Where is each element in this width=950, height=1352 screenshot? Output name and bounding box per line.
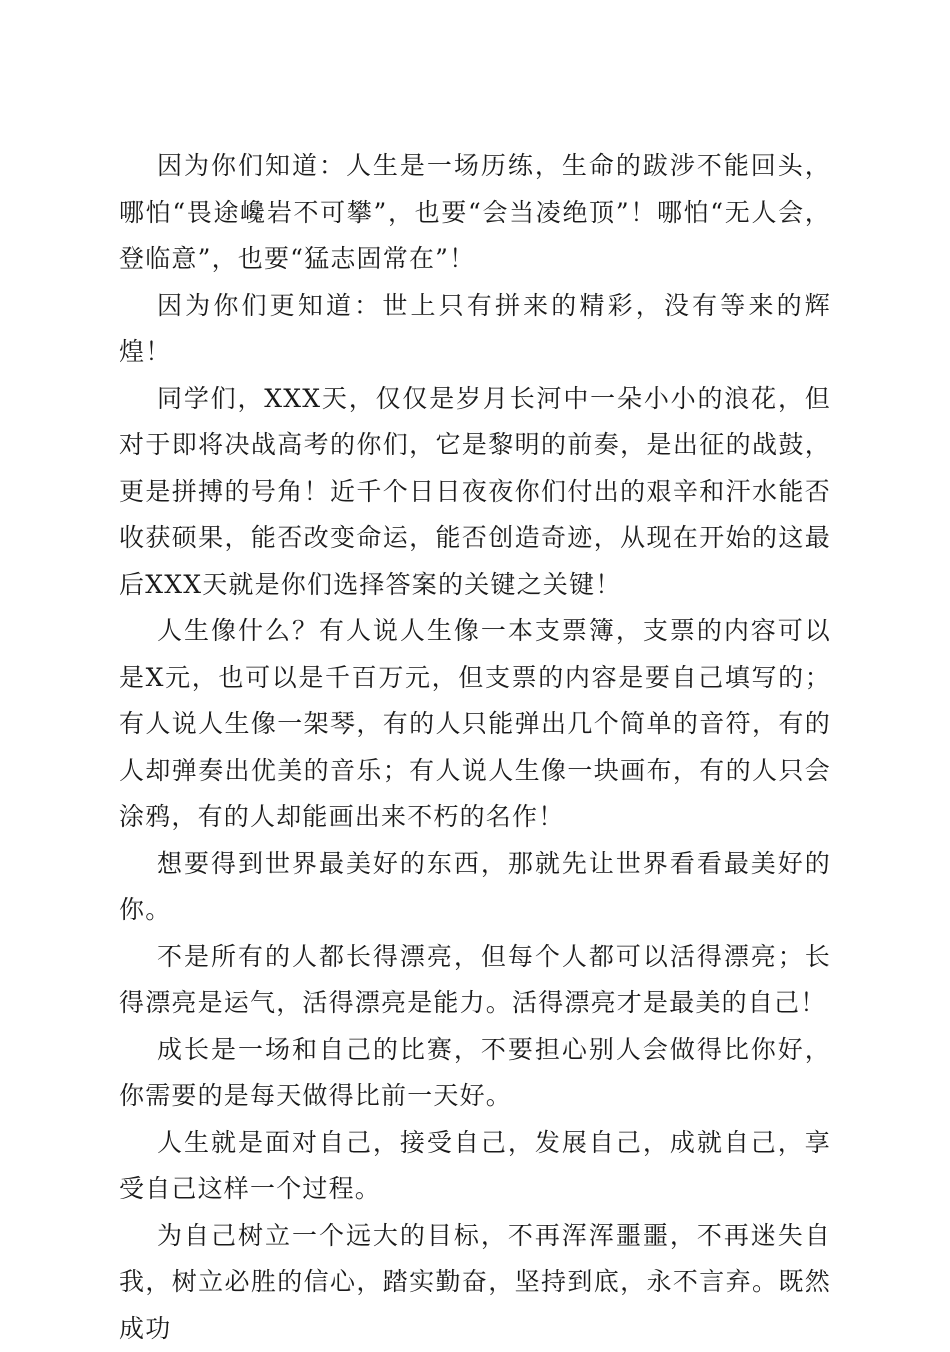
paragraph-3: 同学们，XXX天，仅仅是岁月长河中一朵小小的浪花，但对于即将决战高考的你们，它是黎明的前奏，是出征的战鼓，更是拼搏的号角！近千个日日夜夜你们付出的艰辛和汗水能否收获硕果，能否改变命运，能否创造奇迹，从现在开始的这最后XXX天就是你们选择答案的关键之关键！ [119, 376, 831, 609]
paragraph-8: 人生就是面对自己，接受自己，发展自己，成就自己，享受自己这样一个过程。 [119, 1120, 831, 1213]
paragraph-6: 不是所有的人都长得漂亮，但每个人都可以活得漂亮；长得漂亮是运气，活得漂亮是能力。活得漂亮才是最美的自己！ [119, 934, 831, 1027]
paragraph-7: 成长是一场和自己的比赛，不要担心别人会做得比你好，你需要的是每天做得比前一天好。 [119, 1027, 831, 1120]
paragraph-2: 因为你们更知道：世上只有拼来的精彩，没有等来的辉煌！ [119, 283, 831, 376]
paragraph-4: 人生像什么？有人说人生像一本支票簿，支票的内容可以是X元，也可以是千百万元，但支票的内容是要自己填写的；有人说人生像一架琴，有的人只能弹出几个简单的音符，有的人却弹奏出优美的音乐；有人说人生像一块画布，有的人只会涂鸦，有的人却能画出来不朽的名作！ [119, 608, 831, 841]
paragraph-9: 为自己树立一个远大的目标，不再浑浑噩噩，不再迷失自我，树立必胜的信心，踏实勤奋，坚持到底，永不言弃。既然成功 [119, 1213, 831, 1352]
paragraph-5: 想要得到世界最美好的东西，那就先让世界看看最美好的你。 [119, 841, 831, 934]
paragraph-1: 因为你们知道：人生是一场历练，生命的跋涉不能回头，哪怕“畏途巉岩不可攀”，也要“会当凌绝顶”！哪怕“无人会，登临意”，也要“猛志固常在”！ [119, 143, 831, 283]
document-body [119, 143, 831, 1352]
